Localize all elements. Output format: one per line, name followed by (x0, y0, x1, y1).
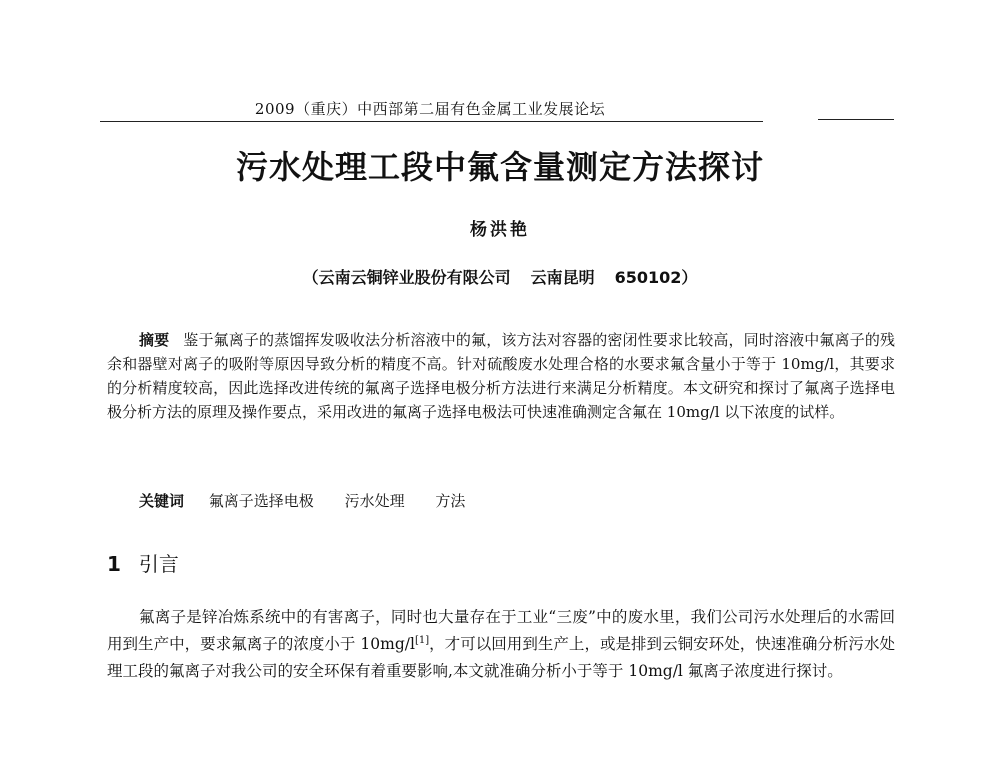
keyword-item: 污水处理 (344, 492, 405, 510)
abstract-label: 摘要 (139, 331, 170, 349)
intro-text-part1: 氟离子是锌冶炼系统中的有害离子，同时也大量存在于工业“三废”中的废水里，我们公司污水处理后的水需回用到生产中，要求氟离子的浓度小于 10mg/l (107, 608, 895, 653)
running-header: 2009（重庆）中西部第二届有色金属工业发展论坛 (254, 100, 606, 118)
affiliation-city: 云南昆明 (530, 268, 595, 287)
abstract (107, 328, 895, 424)
keyword-item: 方法 (435, 492, 466, 510)
affiliation-org: 云南云铜锌业股份有限公司 (318, 268, 511, 287)
section-number: 1 (107, 552, 121, 576)
affiliation-close-paren: ） (681, 268, 698, 287)
header-rule (100, 121, 763, 122)
intro-paragraph (107, 604, 895, 685)
citation-ref: [1] (414, 634, 430, 646)
abstract-text: 鉴于氟离子的蒸馏挥发吸收法分析溶液中的氟，该方法对容器的密闭性要求比较高，同时溶液中氟离子的残余和器壁对离子的吸附等原因导致分析的精度不高。针对硫酸废水处理合格的水要求氟含量小于等于 10mg/l，其要求的分析精度较高，因此选择改进传统的氟离子选择电极分析方法进行来满足分析精度。本文研究和探讨了氟离子选择电极分析方法的原理及操作要点，采用改进的氟离子选择电极法可快速准确测定含氟在 10mg/l 以下浓度的试样。 (107, 331, 895, 421)
affiliation-open-paren: （ (302, 268, 319, 287)
section-heading (107, 548, 179, 577)
keyword-item: 氟离子选择电极 (208, 492, 314, 510)
intro-text-part2: ，才可以回用到生产上，或是排到云铜安环处，快速准确分析污水处理工段的氟离子对我公司的安全环保有着重要影响,本文就准确分析小于等于 10mg/l 氟离子浓度进行探讨。 (107, 635, 895, 680)
affiliation-postcode: 650102 (614, 268, 682, 287)
keywords-label: 关键词 (139, 492, 185, 510)
section-title: 引言 (138, 552, 179, 576)
paper-title: 污水处理工段中氟含量测定方法探讨 (235, 148, 764, 186)
header-rule-right (818, 119, 894, 120)
affiliation (100, 265, 900, 288)
author-name: 杨洪艳 (470, 220, 530, 240)
keywords (139, 490, 491, 511)
